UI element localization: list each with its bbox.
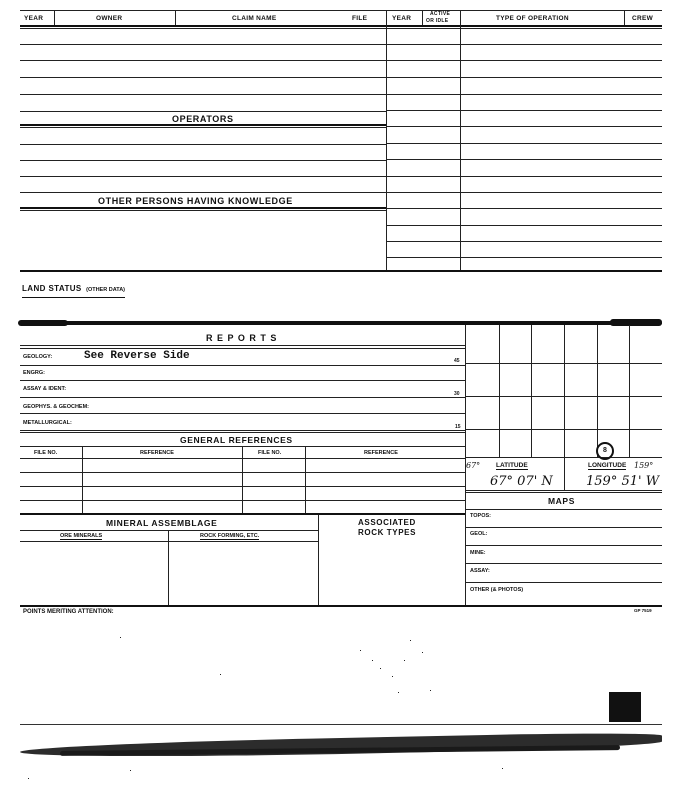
general-references-heading: GENERAL REFERENCES — [180, 435, 293, 445]
associated-rock-types-1: ASSOCIATED — [358, 518, 416, 527]
maps-assay: ASSAY: — [470, 568, 490, 574]
circled-mark: 8 — [596, 442, 614, 460]
mineral-assemblage-heading: MINERAL ASSEMBLAGE — [106, 518, 218, 528]
header-file: FILE — [352, 15, 368, 22]
ref-col-file-no-1: FILE NO. — [34, 450, 58, 456]
header-claim-name: CLAIM NAME — [232, 15, 277, 22]
other-persons-heading: OTHER PERSONS HAVING KNOWLEDGE — [98, 196, 293, 206]
land-status — [22, 278, 125, 298]
maps-geol: GEOL: — [470, 531, 488, 537]
assay-ident-label: ASSAY & IDENT: — [23, 386, 67, 392]
header-year-2: YEAR — [392, 15, 412, 22]
metallurgical-num: 15 — [455, 424, 461, 430]
geology-value: See Reverse Side — [84, 350, 190, 362]
left-tick-value: 67° — [466, 461, 481, 470]
latitude-value: 67° 07' N — [490, 474, 553, 489]
ore-minerals-label: ORE MINERALS — [60, 533, 103, 539]
geophys-geochem-label: GEOPHYS. & GEOCHEM: — [23, 404, 90, 410]
geology-label: GEOLOGY: — [23, 354, 53, 360]
ref-col-file-no-2: FILE NO. — [258, 450, 282, 456]
ref-col-reference-2: REFERENCE — [364, 450, 398, 456]
land-status-label: LAND STATUS — [22, 284, 82, 293]
geology-num: 45 — [454, 358, 460, 364]
header-type-of-operation: TYPE OF OPERATION — [496, 15, 569, 22]
form-code: GP 7519 — [634, 608, 652, 613]
header-active-idle-1: ACTIVE — [430, 11, 451, 17]
maps-other: OTHER (& PHOTOS) — [470, 587, 524, 593]
maps-mine: MINE: — [470, 550, 486, 556]
metallurgical-label: METALLURGICAL: — [23, 420, 72, 426]
assay-ident-num: 30 — [454, 391, 460, 397]
header-year: YEAR — [24, 15, 44, 22]
maps-topos: TOPOS: — [470, 513, 491, 519]
reports-heading: R E P O R T S — [206, 333, 278, 343]
right-tick-value: 159° — [634, 461, 654, 470]
latitude-label: LATITUDE — [496, 462, 528, 469]
rock-forming-label: ROCK FORMING, ETC. — [200, 533, 260, 539]
points-meriting-attention: POINTS MERITING ATTENTION: — [23, 609, 114, 615]
header-crew: CREW — [632, 15, 654, 22]
longitude-value: 159° 51' W — [586, 474, 660, 489]
operators-heading: OPERATORS — [172, 114, 234, 124]
header-active-idle-2: OR IDLE — [426, 18, 449, 24]
ref-col-reference-1: REFERENCE — [140, 450, 174, 456]
associated-rock-types-2: ROCK TYPES — [358, 528, 417, 537]
engrg-label: ENGRG: — [23, 370, 45, 376]
header-owner: OWNER — [96, 15, 123, 22]
maps-heading: MAPS — [548, 496, 575, 506]
land-status-note: (OTHER DATA) — [86, 287, 126, 293]
longitude-label: LONGITUDE — [588, 462, 627, 469]
